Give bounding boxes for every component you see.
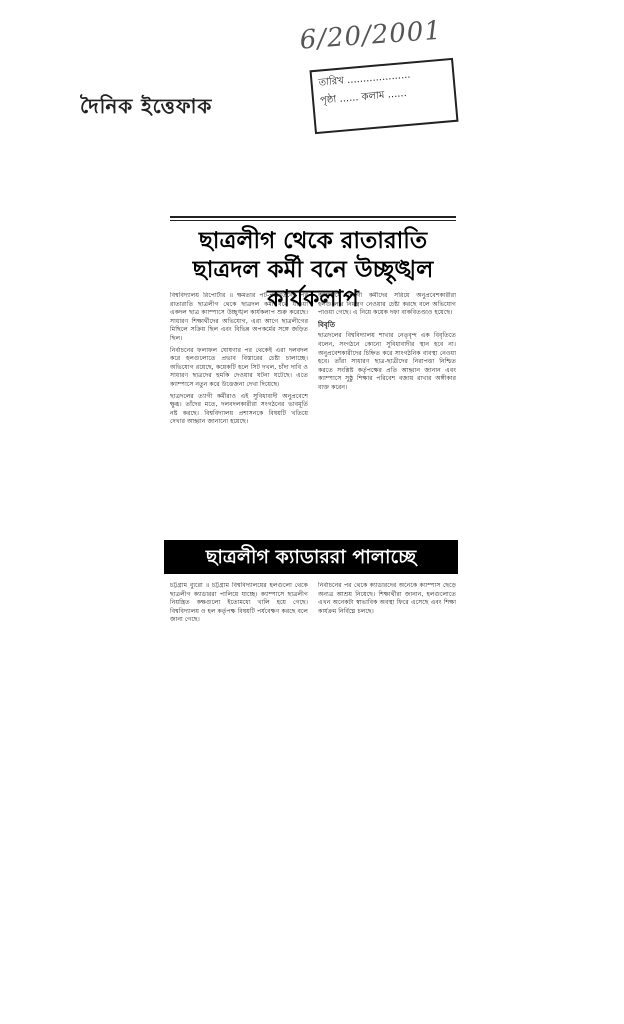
article-headline: ছাত্রলীগ থেকে রাতারাতি ছাত্রদল কর্মী বনে উচ্ছৃঙ্খল কার্যকলাপ: [192, 227, 434, 312]
paragraph: ক্যাম্পাসে ত্যাগী কর্মীদের সরিয়ে অনুপ্রবেশকারীরা হলগুলোর নিয়ন্ত্রণ নেওয়ার চেষ্টা করছে বলে অভিযোগ পাওয়া গেছে। এ নিয়ে কয়েক দফা বাকবিতণ্ডাও হয়েছে।: [318, 292, 456, 317]
paragraph: নির্বাচনের ফলাফল ঘোষণার পর থেকেই এরা দলবদল করে হলগুলোতে প্রভাব বিস্তারের চেষ্টা চালাচ্ছে। অভিযোগ রয়েছে, কয়েকটি হলে সিট দখল, চাঁদা দাবি ও সাধারণ ছাত্রদের হুমকি দেওয়ার ঘটনা ঘটেছে। এতে ক্যাম্পাসে নতুন করে উত্তেজনা দেখা দিয়েছে।: [170, 346, 308, 388]
paragraph: ছাত্রদলের ত্যাগী কর্মীরাও এই সুবিধাবাদী অনুপ্রবেশে ক্ষুব্ধ। তাঁদের মতে, দলবদলকারীরা সংগঠনের ভাবমূর্তি নষ্ট করছে। বিশ্ববিদ্যালয় প্রশাসনকে বিষয়টি খতিয়ে দেখার আহ্বান জানানো হয়েছে।: [170, 392, 308, 426]
paragraph: চট্টগ্রাম ব্যুরো ॥ চট্টগ্রাম বিশ্ববিদ্যালয়ের হলগুলো থেকে ছাত্রলীগ ক্যাডাররা পালিয়ে যাচ্ছে। ক্যাম্পাসে ছাত্রলীগ নিয়ন্ত্রিত কক্ষগুলো ইতোমধ্যে খালি হয়ে গেছে। বিশ্ববিদ্যালয় ও হল কর্তৃপক্ষ বিষয়টি পর্যবেক্ষণ করছে বলে জানা গেছে।: [170, 582, 308, 624]
article-body: [170, 292, 456, 542]
stamp-page-line: পৃষ্ঠা ...... কলাম ......: [319, 88, 408, 107]
sub-article-headline: ছাত্রলীগ ক্যাডাররা পালাচ্ছে: [164, 540, 458, 574]
section-subheading: বিবৃতি: [318, 320, 336, 329]
sub-article-column-right: [318, 582, 456, 690]
top-rule-thin: [170, 220, 456, 221]
article-column-left: [170, 292, 308, 542]
sub-article-column-left: [170, 582, 308, 690]
paragraph: বিশ্ববিদ্যালয় রিপোর্টার ॥ ক্ষমতার পট-পরিবর্তনের পর রাতারাতি ছাত্রলীগ থেকে ছাত্রদল কর্মী বনে যাওয়া একদল ছাত্র ক্যাম্পাসে উচ্ছৃঙ্খল কার্যকলাপ শুরু করেছে। সাধারণ শিক্ষার্থীদের অভিযোগ, এরা আগে ছাত্রলীগের মিছিলে সক্রিয় ছিল এবং বিভিন্ন অপকর্মের সঙ্গে জড়িত ছিল।: [170, 292, 308, 342]
top-rule: [170, 216, 456, 218]
handwritten-date: 6/20/2001: [298, 15, 443, 56]
newspaper-name: দৈনিক ইত্তেফাক: [80, 94, 213, 118]
article-column-right: [318, 292, 456, 542]
paragraph: নির্বাচনের পর থেকে ক্যাডারদের অনেকে ক্যাম্পাস ছেড়ে অন্যত্র আশ্রয় নিয়েছে। শিক্ষার্থীরা জানান, হলগুলোতে এখন অনেকটা স্বাভাবিক অবস্থা ফিরে এসেছে এবং শিক্ষা কার্যক্রম নির্বিঘ্নে চলছে।: [318, 582, 456, 615]
paragraph: ছাত্রদলের বিশ্ববিদ্যালয় শাখার নেতৃবৃন্দ এক বিবৃতিতে বলেন, সংগঠনে কোনো সুবিধাবাদীর স্থান হবে না। অনুপ্রবেশকারীদের চিহ্নিত করে সাংগঠনিক ব্যবস্থা নেওয়া হবে। তাঁরা সাধারণ ছাত্র-ছাত্রীদের নিরাপত্তা নিশ্চিত করতে সংশ্লিষ্ট কর্তৃপক্ষের প্রতি আহ্বান জানান এবং ক্যাম্পাসে সুষ্ঠু শিক্ষার পরিবেশ বজায় রাখার অঙ্গীকার ব্যক্ত করেন।: [318, 332, 456, 391]
news-clipping: [160, 212, 462, 694]
archive-stamp: [309, 58, 458, 134]
sub-article-body: [170, 582, 456, 690]
stamp-date-line: তারিখ ....................: [318, 69, 411, 89]
